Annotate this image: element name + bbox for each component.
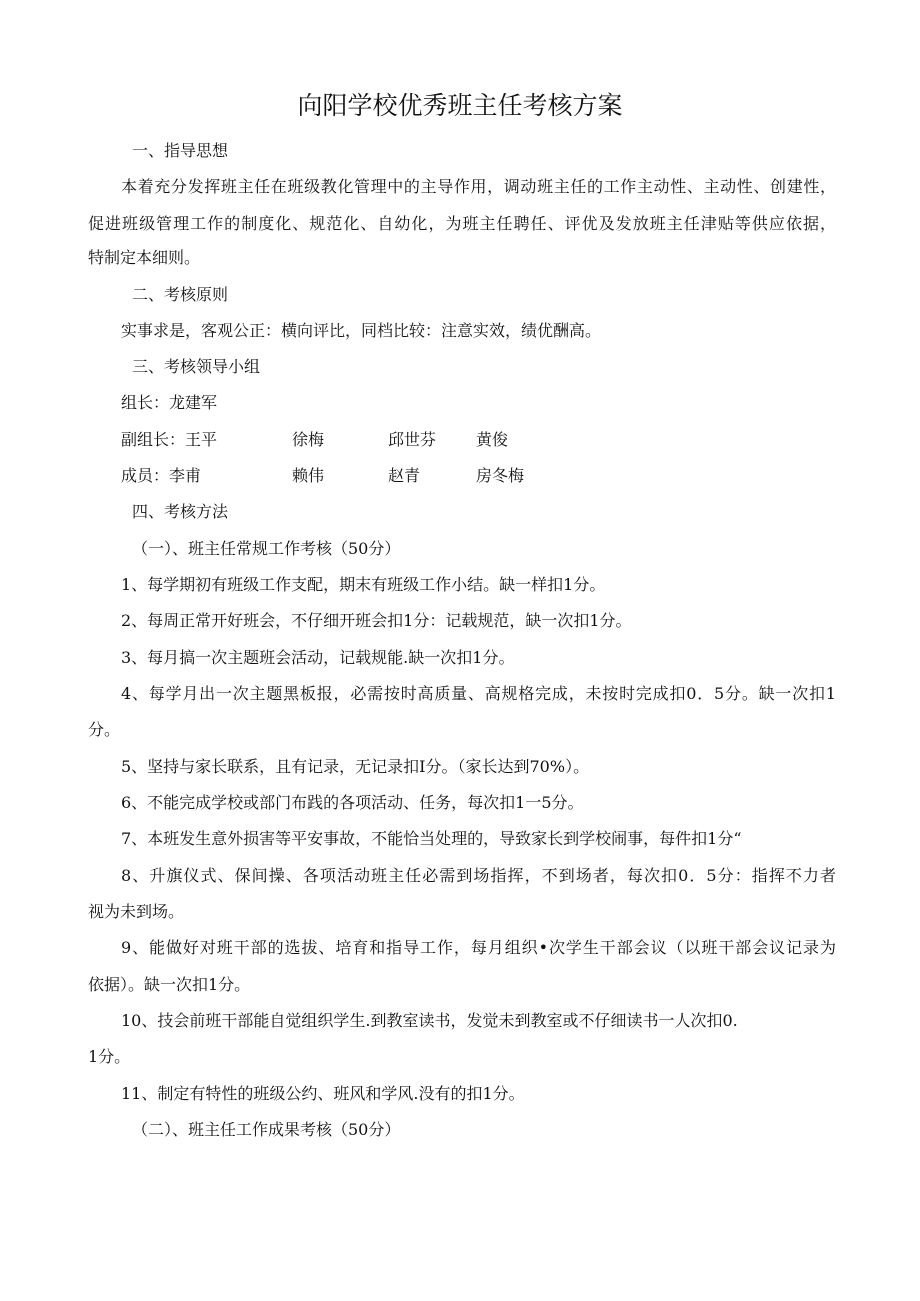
list-item: 5、坚持与家长联系，且有记录，无记录扣I分。（家长达到70%）。 <box>121 757 590 776</box>
list-item: 7、本班发生意外损害等平安事故，不能恰当处理的，导致家长到学校闹事，每件扣1分“ <box>121 829 742 848</box>
member-name: 赖伟 <box>292 466 325 485</box>
list-item-continuation: 依据）。缺一次扣1分。 <box>88 975 251 994</box>
list-item: 8、升旗仪式、保间操、各项活动班主任必需到场指挥，不到场者，每次扣0．5分：指挥不力者 <box>121 866 836 885</box>
member-name: 房冬梅 <box>476 466 525 485</box>
paragraph-line: 特制定本细则。 <box>88 248 201 267</box>
list-item: 3、每月搞一次主题班会活动，记载规能.缺一次扣1分。 <box>121 648 515 667</box>
list-item-continuation: 分。 <box>88 720 121 739</box>
paragraph-line: 促进班级管理工作的制度化、规范化、自幼化，为班主任聘任、评优及发放班主任津贴等供应依据， <box>88 214 836 233</box>
list-item: 1、每学期初有班级工作支配，期末有班级工作小结。缺一样扣1分。 <box>121 575 606 594</box>
list-item: 10、技会前班干部能自觉组织学生.到教室读书，发觉未到教室或不仔细读书一人次扣0. <box>121 1011 738 1030</box>
paragraph-line: 本着充分发挥班主任在班级教化管理中的主导作用，调动班主任的工作主动性、主动性、创建性， <box>121 177 836 196</box>
list-item: 9、能做好对班干部的选拔、培育和指导工作，每月组织•次学生干部会议（以班干部会议记录为 <box>121 938 836 957</box>
deputy-leader-name: 黄俊 <box>476 430 509 449</box>
deputy-leader-name: 徐梅 <box>292 430 325 449</box>
section-heading-principles: 二、考核原则 <box>132 285 229 304</box>
subsection-heading-routine-work: （一）、班主任常规工作考核（50分） <box>132 539 401 558</box>
list-item: 2、每周正常开好班会，不仔细开班会扣1分：记载规范，缺一次扣1分。 <box>121 611 632 630</box>
list-item: 11、制定有特性的班级公约、班风和学风.没有的扣1分。 <box>121 1084 525 1103</box>
deputy-leader-name: 邱世芬 <box>388 430 437 449</box>
list-item: 6、不能完成学校或部门布践的各项活动、任务，每次扣1一5分。 <box>121 793 584 812</box>
list-item-continuation: 视为未到场。 <box>88 902 185 921</box>
leader-line: 组长：龙建军 <box>121 393 218 412</box>
section-heading-methods: 四、考核方法 <box>132 502 229 521</box>
section-heading-leadership-group: 三、考核领导小组 <box>132 357 261 376</box>
list-item: 4、每学月出一次主题黑板报，必需按时高质量、高规格完成，未按时完成扣0．5分。缺一次扣1 <box>121 684 836 703</box>
subsection-heading-work-results: （二）、班主任工作成果考核（50分） <box>132 1120 401 1139</box>
document-title: 向阳学校优秀班主任考核方案 <box>297 91 623 120</box>
deputy-leader-name: 副组长：王平 <box>121 430 218 449</box>
paragraph-line: 实事求是，客观公正：横向评比，同档比较：注意实效，绩优酬高。 <box>121 321 602 340</box>
section-heading-guiding-thought: 一、指导思想 <box>132 141 229 160</box>
member-name: 成员：李甫 <box>121 466 202 485</box>
list-item-continuation: 1分。 <box>88 1047 131 1066</box>
member-name: 赵青 <box>388 466 421 485</box>
